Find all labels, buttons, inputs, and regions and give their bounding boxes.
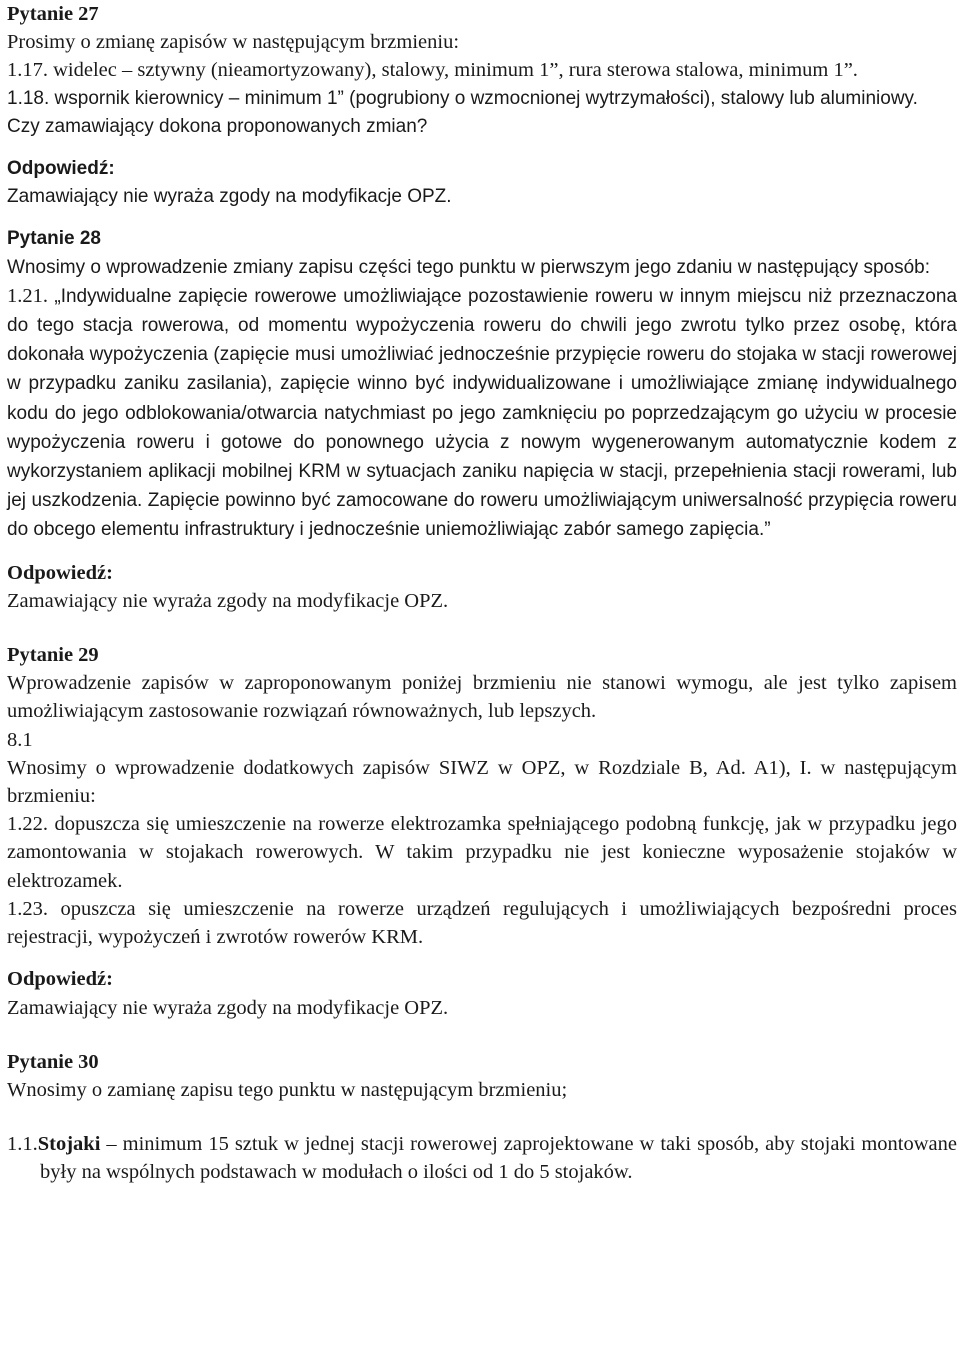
question-27-title: Pytanie 27 [7, 3, 99, 25]
question-29-item-1: 1.22. dopuszcza się umieszczenie na rowerze elektrozamka spełniającego podobną funkcję, jak w przypadku jego zamontowania w stojakach rowerowych. W takim przypadku nie jest konieczne wyposażenie stojaków w elektrozamek. [7, 813, 957, 892]
question-30-item [7, 1130, 957, 1186]
question-28-item [7, 282, 957, 545]
question-28-answer-label: Odpowiedź: [7, 561, 113, 584]
question-28-item-text: „Indywidualne zapięcie rowerowe umożliwiające pozostawienie roweru w innym miejscu niż przeznaczona do tego stacja rowerowa, od momentu wypożyczenia roweru do chwili jego zwrotu tylko przez osobę, która dokonała wypożyczenia (zapięcie musi umożliwiać jednocześnie przypięcie roweru do stojaka w stacji rowerowej w przypadku zaniku zasilania), zapięcie winno być indywidualizowane i umożliwiające zmianę indywidualnego kodu do jego odblokowania/otwarcia natychmiast po jego zamknięciu po poprzedzającym go użyciu w procesie wypożyczenia roweru i gotowe do ponownego użycia z nowym wygenerowanym automatycznie kodem z wykorzystaniem aplikacji mobilnej KRM w sytuacjach zaniku napięcia w stacji, przepełnienia stacji rowerami, lub jej uszkodzenia. Zapięcie powinno być zamocowane do roweru umożliwiającym uniwersalność przypięcia roweru do obcego elementu infrastruktury i jednocześnie uniemożliwiając zabór samego zapięcia.” [7, 285, 958, 541]
question-29-intro: Wprowadzenie zapisów w zaproponowanym poniżej brzmieniu nie stanowi wymogu, ale jest tylko zapisem umożliwiającym zastosowanie rozwiązań równoważnych, lub lepszych. [7, 672, 957, 723]
question-27-answer-label: Odpowiedź: [7, 158, 115, 180]
question-30-title: Pytanie 30 [7, 1050, 99, 1073]
question-30-item-heading: Stojaki [37, 1133, 101, 1156]
question-27-question: Czy zamawiający dokona proponowanych zmian? [7, 115, 428, 137]
question-29-request: Wnosimy o wprowadzenie dodatkowych zapisów SIWZ w OPZ, w Rozdziale B, Ad. A1), I. w następującym brzmieniu: [7, 756, 957, 808]
question-29-answer: Zamawiający nie wyraża zgody na modyfikacje OPZ. [7, 996, 449, 1019]
question-29-item-2: 1.23. opuszcza się umieszczenie na rowerze urządzeń regulujących i umożliwiających bezpośredni proces rejestracji, wypożyczeń i zwrotów rowerów KRM. [7, 897, 957, 949]
question-27-section [7, 0, 957, 211]
question-28-item-number: 1.21. [7, 284, 48, 307]
question-27-answer: Zamawiający nie wyraża zgody na modyfikacje OPZ. [7, 186, 452, 208]
question-29-section [7, 641, 957, 1022]
question-27-intro: Prosimy o zmianę zapisów w następującym brzmieniu: [7, 31, 460, 54]
question-27-item-1: 1.17. widelec – sztywny (nieamortyzowany), stalowy, minimum 1”, rura sterowa stalowa, minimum 1”. [7, 59, 858, 82]
question-29-answer-label: Odpowiedź: [7, 968, 113, 991]
question-30-item-number: 1.1. [7, 1133, 38, 1156]
document-page [7, 0, 957, 1187]
question-30-item-text: – minimum 15 sztuk w jednej stacji rowerowej zaprojektowane w taki sposób, aby stojaki montowane były na wspólnych podstawach w modułach o ilości od 1 do 5 stojaków. [40, 1133, 957, 1184]
question-30-section [7, 1048, 957, 1187]
question-27-item-2: 1.18. wspornik kierownicy – minimum 1” (pogrubiony o wzmocnionej wytrzymałości), stalowy lub aluminiowy. [7, 87, 918, 109]
question-29-title: Pytanie 29 [7, 644, 99, 667]
question-30-intro: Wnosimy o zamianę zapisu tego punktu w następującym brzmieniu; [7, 1078, 568, 1101]
question-28-section [7, 225, 957, 615]
question-28-title: Pytanie 28 [7, 228, 101, 250]
question-28-intro: Wnosimy o wprowadzenie zmiany zapisu części tego punktu w pierwszym jego zdaniu w następujący sposób: [7, 256, 930, 278]
question-29-section-number: 8.1 [7, 728, 33, 751]
question-28-answer: Zamawiający nie wyraża zgody na modyfikacje OPZ. [7, 589, 449, 612]
